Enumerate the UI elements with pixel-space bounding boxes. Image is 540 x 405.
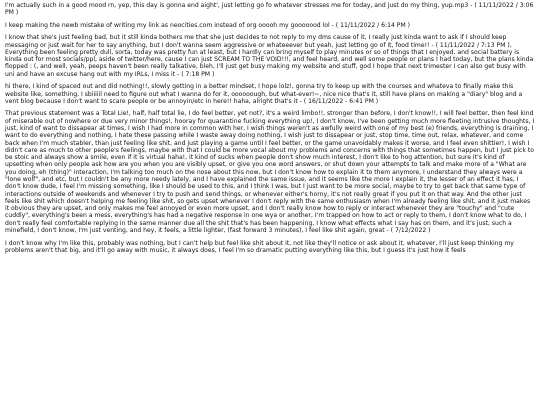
diary-entry: I don't know why I'm like this, probably was nothing, but I can't help but feel like shit about it, not like they'll notice or ask about it, whatever, I'll just keep thinking my problems aren't that big, and it'll go away with music, it always does, I feel I'm so dramatic putting everything like this, but I guess it's just how it feels xyxy=(5,239,514,254)
diary-entry: I'm actually such in a good mood rn, yep, this day is gonna end aight', just letting go fo whatever stresses me for today, and just do my thing, yup.mp3 - ( 11/11/2022 / 3:06 PM ) xyxy=(5,2,534,17)
diary-entry: That previous statement was a Total Lie!, half, half total lie, I do feel better, yet not?, it's a weird limbo!!, stronger than before, I don't know!!, I will feel better, then feel kind of miserable out of nowhere or due very minor things!, hooray for quarantine fucking everything up!, I don't know, I've been getting much more fleeting intrusive thoughts, I just, kind of want to dissapear at times, I wish I had more in common with her, I wish things weren't as awfully weird with one of my best (e) friends, everything is draining, I want to do everything and nothing, I hate these passing while I waste away doing nothing, I wish just to dissapear or just, stop time, time out, relax, whatever, and come back when I'm much stabler, than just feeling like shit, and just playing a game until I feel better, or the game unavoidably makes it worse, and I feel even shittier!, I wish I didn't care as much to other people's feelings, maybe with that I could be more vocal about my problems and concerns with things that sometimes happen, but I just pick to be stoic and always show a smile, even if it is virtual haha!, it kind of sucks when people don't show much interest, I don't like to hog attention, but sure it's kind of upsetting when only people ask how are you when you are visibly upset, or give you one word answers, or shut down your attempts to talk and make more of a "What are you doing, eh (thing)" interaction, I'm talking too much on the nose about this now, but I don't know how to explain it to them anymore, I understand they always were a "lone wolf", and etc, but I couldn't be any more needy lately, and I have explained the same issue, and it seems like the more I explain it, the lesser of an effect it has, I don't know dude, I feel I'm missing something, like I should be used to this, and I think I was, but I just want to be more social, maybe to try to get back that same type of interactions outside of weekends and whenever I try to push and send things, or whenever either's horny, it's not really great if you put it on that way. And the other just feels like shit which doesn't helping me feeling like shit, so gets upset whenever I don't reply with the same enthusiasm when I'm already feeling like shit, and it just makes it obvious they are upset, and only makes me feel annoyed or even more upset, and I don't really know how to reply or interact whenever they are "touchy" and "cute cuddly", everything's been a mess, everything's has had a negative response in one wya or another, I'm trapped on how to act or reply to them, I don't know what to do, I don't really feel comfortable replying in the same manner due all the shit that's has been happening, I know what effects what I say has on them, and it's just, such a minefield, I don't know, I'm just venting, and hey, it feels, a little lighter, (fast forward 3 minutes), I feel like shit again, great - ( 7/12/2022 ) xyxy=(5,110,535,235)
diary-entry: hi there, I kind of spaced out and did nothing!!, slowly getting in a better mindset, I hope lolz!, gonna try to keep up with the courses and whateva to finally make this website like, something, I sbiiiiil need to figure out what I wanna do for it, oooooough, but what-ever!~, nice nice that's it, still have plans on making a "diary" blog and a vent blog because I don't want to scare people or be annoyin/etc in here!! haha, alright that's it - ( 16/11/2022 - 6:41 PM ) xyxy=(5,83,523,105)
diary-entry: I keep making the newb mistake of writing my link as neocities.com instead of org ooooh my gooooood lol - ( 11/11/2022 / 6:14 PM ) xyxy=(5,21,411,29)
diary-entry: I know that she's just feeling bad, but it still kinda bothers me that she just decides to not reply to my dms cause of it, I really just kinda want to ask if I should keep messaging or just wait for her to say anything, but I don't wanna seem aggressive or whateeever but yeah, just letting go of it, food time!! - ( 11/11/2022 / 7:13 PM ), Everything been feeling pretty dull, sorta, today was pretty fun at least, but I hardly can bring myself to play minutes or so of things that I enjoyed, and social battery is kinda out for most socials/ppl, aside of twitter/here, cause I can just SCREAM TO THE VOID!!!, and feel heard, and well some people or plans I had today, but the plans kinda flopped : (, and well, yeah, peeps haven't been really talkative, bleh, I'll just get busy making my website and stuff, god I hope that next trimester I can also get busy with uni and have an excuse hang out with my IRLs, I miss it - ( 7:18 PM ) xyxy=(5,34,534,78)
